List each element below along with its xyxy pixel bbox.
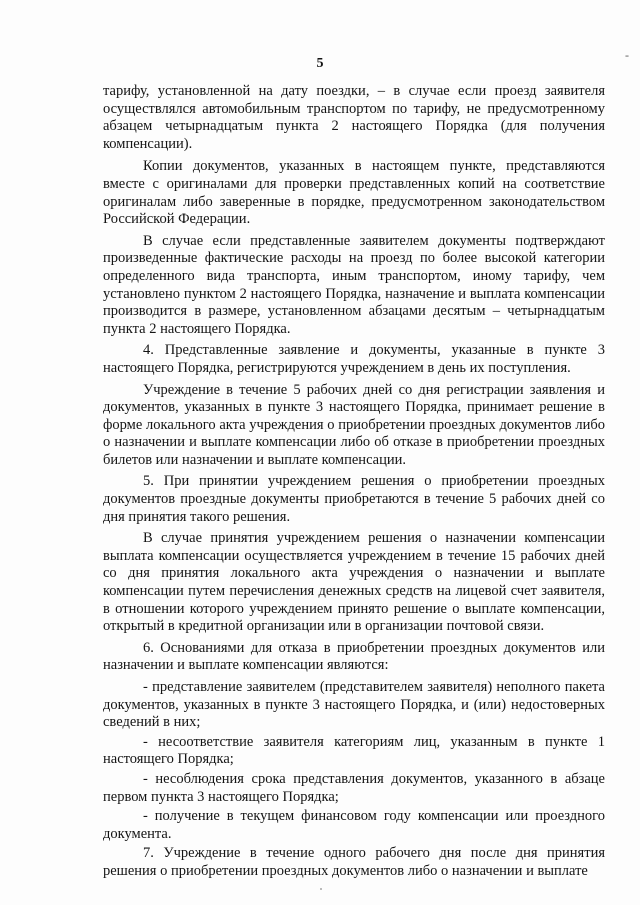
paragraph-compensation: В случае принятия учреждением решения о назначении компенсации выплата компенсации осуществляется учреждением в течение 15 рабочих дней со дня принятия локального акта учреждения о назначении и выплате компенсации путем перечисления денежных средств на лицевой счет заявителя, в отношении которого учреждением принято решение о выплате компенсации, открытый в кредитной организации или в организации почтовой связи. (103, 530, 605, 635)
paragraph-item-7: 7. Учреждение в течение одного рабочего дня после дня принятия решения о приобретении проездных документов либо о назначении и выплате (103, 845, 605, 879)
paragraph-item-6: 6. Основаниями для отказа в приобретении проездных документов или назначении и выплате компенсации являются: (103, 639, 605, 674)
paragraph-decision: Учреждение в течение 5 рабочих дней со дня регистрации заявления и документов, указанных в пункте 3 настоящего Порядка, принимает решение в форме локального акта учреждения о приобретении проездных документов либо о назначении и выплате компенсации либо об отказе в приобретении проездных билетов или назначении и выплате компенсации. (103, 381, 605, 468)
paragraph-item-4: 4. Представленные заявление и документы, указанные в пункте 3 настоящего Порядка, регистрируются учреждением в день их поступления. (103, 342, 605, 376)
list-item: - несоблюдения срока представления документов, указанного в абзаце первом пункта 3 настоящего Порядка; (103, 770, 605, 805)
paragraph-copies: Копии документов, указанных в настоящем пункте, представляются вместе с оригиналами для проверки представленных копий на соответствие оригиналам либо заверенные в порядке, предусмотренном законодательством Российской Федерации. (103, 158, 605, 228)
paragraph-continuation: тарифу, установленной на дату поездки, – в случае если проезд заявителя осуществлялся автомобильным транспортом по тарифу, не предусмотренному абзацем четырнадцатым пункта 2 настоящего Порядка (для получения компенсации). (103, 83, 605, 152)
list-item: - получение в текущем финансовом году компенсации или проездного документа. (103, 808, 605, 842)
list-item: - представление заявителем (представителем заявителя) неполного пакета документов, указанных в пункте 3 настоящего Порядка, и (или) недостоверных сведений в них; (103, 679, 605, 731)
scan-speck (320, 888, 322, 890)
paragraph-higher-category: В случае если представленные заявителем документы подтверждают произведенные фактические расходы на проезд по более высокой категории определенного вида транспорта, иным транспортом, иному тарифу, чем установлено пунктом 2 настоящего Порядка, назначение и выплата компенсации производится в размере, установленном абзацами десятым – четырнадцатым пункта 2 настоящего Порядка. (103, 232, 605, 337)
paragraph-item-5: 5. При принятии учреждением решения о приобретении проездных документов проездные документы приобретаются в течение 5 рабочих дней со дня принятия такого решения. (103, 473, 605, 525)
corner-mark: - (625, 48, 629, 62)
list-item: - несоответствие заявителя категориям лиц, указанным в пункте 1 настоящего Порядка; (103, 733, 605, 768)
document-body (103, 83, 605, 885)
page-number: 5 (316, 56, 324, 71)
